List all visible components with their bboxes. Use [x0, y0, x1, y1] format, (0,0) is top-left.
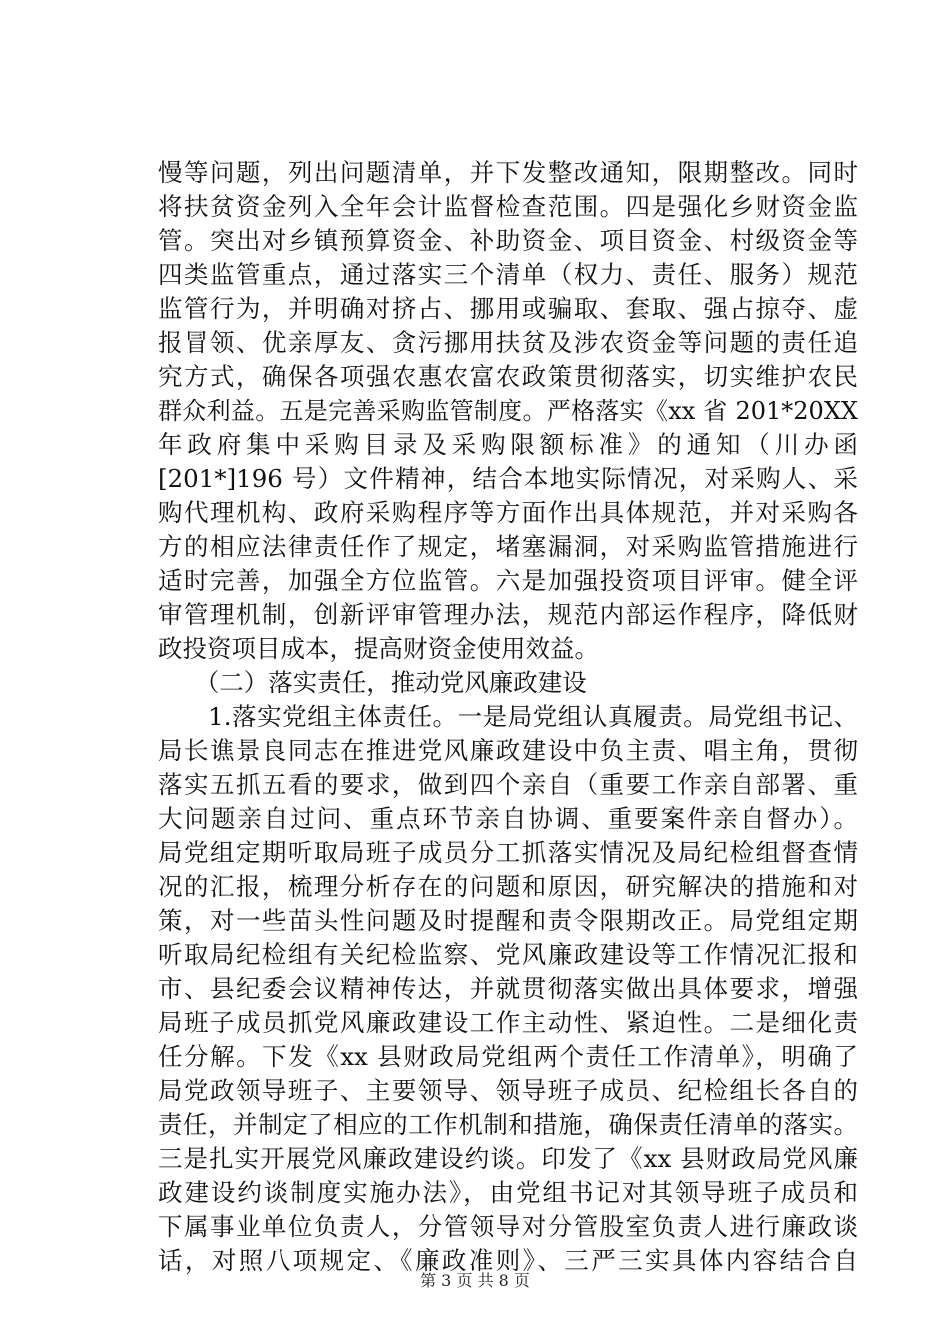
text-line: 审管理机制，创新评审管理办法，规范内部运作程序，降低财 — [158, 600, 858, 629]
text-line: 听取局纪检组有关纪检监察、党风廉政建设等工作情况汇报和 — [158, 940, 858, 969]
text-line: 策，对一些苗头性问题及时提醒和责令限期改正。局党组定期 — [158, 906, 858, 935]
text-line: 下属事业单位负责人，分管领导对分管股室负责人进行廉政谈 — [158, 1212, 858, 1241]
text-line: 年政府集中采购目录及采购限额标准》的通知（川办函 — [158, 430, 858, 459]
text-line: 政建设约谈制度实施办法》，由党组书记对其领导班子成员和 — [158, 1178, 858, 1207]
text-line: 局党政领导班子、主要领导、领导班子成员、纪检组长各自的 — [158, 1076, 858, 1105]
text-line: 究方式，确保各项强农惠农富农政策贯彻落实，切实维护农民 — [158, 362, 858, 391]
text-line: 话，对照八项规定、《廉政准则》、三严三实具体内容结合自 — [158, 1246, 858, 1275]
text-line: 方的相应法律责任作了规定，堵塞漏洞，对采购监管措施进行 — [158, 532, 858, 561]
text-line: 适时完善，加强全方位监管。六是加强投资项目评审。健全评 — [158, 566, 858, 595]
text-line: 群众利益。五是完善采购监管制度。严格落实《xx 省 201*20XX — [158, 397, 858, 425]
text-line: 将扶贫资金列入全年会计监督检查范围。四是强化乡财资金监 — [158, 192, 858, 221]
document-body — [158, 156, 858, 1278]
text-line: 监管行为，并明确对挤占、挪用或骗取、套取、强占掠夺、虚 — [158, 294, 858, 323]
text-line: 市、县纪委会议精神传达，并就贯彻落实做出具体要求，增强 — [158, 974, 858, 1003]
text-line: 三是扎实开展党风廉政建设约谈。印发了《xx 县财政局党风廉 — [158, 1144, 858, 1173]
text-line: 四类监管重点，通过落实三个清单（权力、责任、服务）规范 — [158, 260, 858, 289]
section-heading: （二）落实责任，推动党风廉政建设 — [158, 668, 587, 697]
text-line: 任分解。下发《xx 县财政局党组两个责任工作清单》，明确了 — [158, 1042, 858, 1071]
page-number-footer: 第 3 页 共 8 页 — [420, 1271, 530, 1290]
text-line: 慢等问题，列出问题清单，并下发整改通知，限期整改。同时 — [158, 158, 858, 187]
text-line: 管。突出对乡镇预算资金、补助资金、项目资金、村级资金等 — [158, 226, 858, 255]
text-line: [201*]196 号）文件精神，结合本地实际情况，对采购人、采 — [158, 464, 858, 493]
text-line: 大问题亲自过问、重点环节亲自协调、重要案件亲自督办）。 — [158, 804, 858, 833]
text-line: 局长谯景良同志在推进党风廉政建设中负主责、唱主角，贯彻 — [158, 736, 858, 765]
text-line: 局党组定期听取局班子成员分工抓落实情况及局纪检组督查情 — [158, 838, 858, 867]
text-line: 落实五抓五看的要求，做到四个亲自（重要工作亲自部署、重 — [158, 770, 858, 799]
text-line: 政投资项目成本，提高财资金使用效益。 — [158, 634, 599, 663]
text-line: 况的汇报，梳理分析存在的问题和原因，研究解决的措施和对 — [158, 872, 858, 901]
text-line: 购代理机构、政府采购程序等方面作出具体规范，并对采购各 — [158, 498, 858, 527]
text-line: 局班子成员抓党风廉政建设工作主动性、紧迫性。二是细化责 — [158, 1008, 858, 1037]
text-line: 1.落实党组主体责任。一是局党组认真履责。局党组书记、 — [158, 702, 858, 731]
text-line: 责任，并制定了相应的工作机制和措施，确保责任清单的落实。 — [158, 1110, 858, 1139]
text-line: 报冒领、优亲厚友、贪污挪用扶贫及涉农资金等问题的责任追 — [158, 328, 858, 357]
